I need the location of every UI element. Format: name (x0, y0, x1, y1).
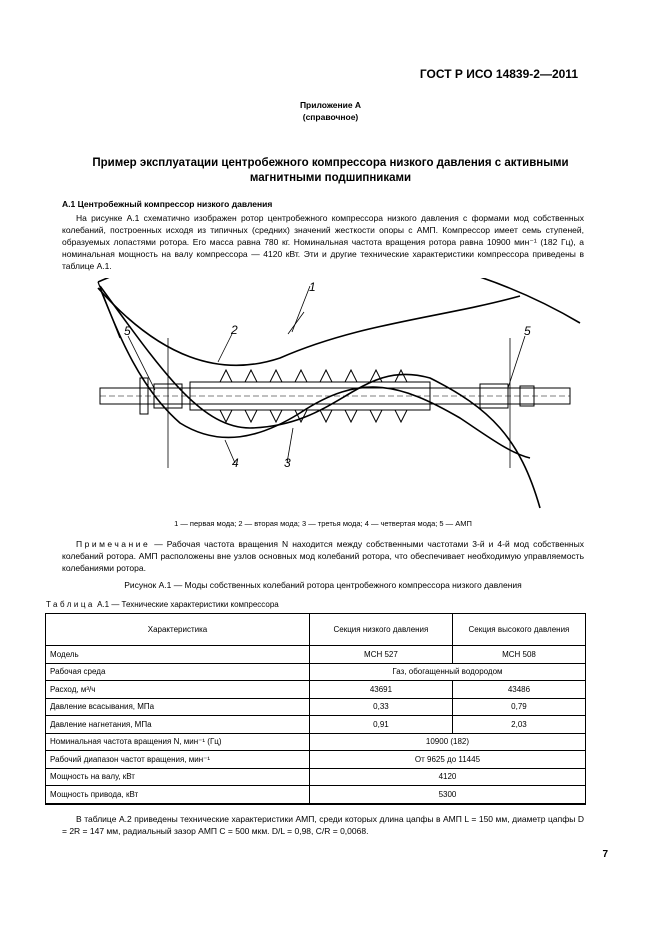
table-cell: 2,03 (452, 716, 585, 734)
table-row (46, 663, 586, 681)
table-header-cell: Характеристика (46, 614, 310, 646)
table-row (46, 681, 586, 699)
figure-legend: 1 — первая мода; 2 — вторая мода; 3 — третья мода; 4 — четвертая мода; 5 — АМП (174, 519, 472, 528)
figure-caption: Рисунок А.1 — Моды собственных колебаний ротора центробежного компрессора низкого давления (124, 580, 522, 590)
table-row (46, 768, 586, 786)
paragraph-intro (62, 212, 584, 272)
table-cell: Рабочая среда (46, 663, 310, 681)
label-mode-2: 2 (231, 323, 238, 337)
table-cell: МСН 508 (452, 646, 585, 664)
table-header-cell: Секция низкого давления (309, 614, 452, 646)
table-cell: 43486 (452, 681, 585, 699)
paragraph-amp (62, 813, 584, 837)
label-amp-right: 5 (524, 324, 531, 338)
leader-lines (128, 286, 525, 463)
table-cell: Давление нагнетания, МПа (46, 716, 310, 734)
table-cell: Расход, м³/ч (46, 681, 310, 699)
table-header-row (46, 614, 586, 646)
table-cell: МСН 527 (309, 646, 452, 664)
table-caption-text: А.1 — Технические характеристики компрессора (94, 600, 279, 609)
table-row (46, 698, 586, 716)
section-heading: А.1 Центробежный компрессор низкого давления (62, 199, 273, 209)
table-row (46, 646, 586, 664)
annex-status: (справочное) (302, 112, 359, 122)
table-row (46, 751, 586, 769)
amp-markers (168, 338, 510, 468)
table-cell: Давление всасывания, МПа (46, 698, 310, 716)
mode-3-curve (100, 286, 540, 508)
table-cell: Мощность на валу, кВт (46, 768, 310, 786)
table-cell: От 9625 до 11445 (309, 751, 585, 769)
table-caption-prefix: Таблица (46, 600, 95, 609)
table-cell: 0,33 (309, 698, 452, 716)
standard-number: ГОСТ Р ИСО 14839-2—2011 (419, 67, 578, 81)
table-header-cell: Секция высокого давления (452, 614, 585, 646)
rotor-mode-figure (60, 278, 605, 516)
table-cell: 0,91 (309, 716, 452, 734)
label-mode-3: 3 (284, 456, 291, 470)
table-cell: Номинальная частота вращения N, мин⁻¹ (Гц) (46, 733, 310, 751)
note-prefix: Примечание (76, 539, 151, 549)
mode-4-curve (100, 288, 530, 458)
table-row (46, 786, 586, 804)
paragraph-amp-text: В таблице А.2 приведены технические характеристики АМП, среди которых длина цапфы в АМП L = 150 мм, диаметр цапфы D = 2R = 147 мм, радиальный зазор АМП C = 500 мкм. D/L = 0,98, C/R = 0,0068. (62, 814, 584, 837)
rotor-shaft (100, 378, 570, 414)
table-cell: 5300 (309, 786, 585, 804)
document-title: Пример эксплуатации центробежного компрессора низкого давления с активными магнитными подшипниками (92, 157, 569, 184)
label-mode-1: 1 (309, 280, 316, 294)
page-number: 7 (602, 849, 608, 860)
annex-title: Приложение А (299, 100, 362, 110)
figure-note (62, 538, 584, 574)
mode-2-curve (98, 288, 520, 365)
label-amp-left: 5 (124, 324, 131, 338)
table-cell: Рабочий диапазон частот вращения, мин⁻¹ (46, 751, 310, 769)
note-text: — Рабочая частота вращения N находится между собственными частотами 3-й и 4-й мод собственных колебаний ротора. АМП расположены вне узлов основных мод колебаний ротора, что обеспечивает необходимую управляемость колебаниями ротора. (62, 539, 584, 574)
table-cell: 43691 (309, 681, 452, 699)
table-cell: Мощность привода, кВт (46, 786, 310, 804)
table-cell: 0,79 (452, 698, 585, 716)
table-cell: Газ, обогащенный водородом (309, 663, 585, 681)
table-row (46, 716, 586, 734)
label-mode-4: 4 (232, 456, 239, 470)
table-cell: Модель (46, 646, 310, 664)
table-cell: 4120 (309, 768, 585, 786)
mode-1-curve (98, 278, 580, 323)
table-row (46, 733, 586, 751)
specs-table (45, 613, 586, 805)
paragraph-intro-text: На рисунке А.1 схематично изображен ротор центробежного компрессора низкого давления с формами мод собственных колебаний, построенных исходя из типичных (средних) значений жесткости опоры с АМП. Компрессор имеет семь ступеней, образуемых лопастями ротора. Его масса равна 780 кг. Номинальная частота вращения ротора равна 10900 мин⁻¹ (182 Гц), а номинальная мощность на валу компрессора — 4120 кВт. Эти и другие технические характеристики компрессора приведены в таблице А.1. (62, 213, 584, 272)
table-cell: 10900 (182) (309, 733, 585, 751)
table-caption (46, 600, 279, 609)
